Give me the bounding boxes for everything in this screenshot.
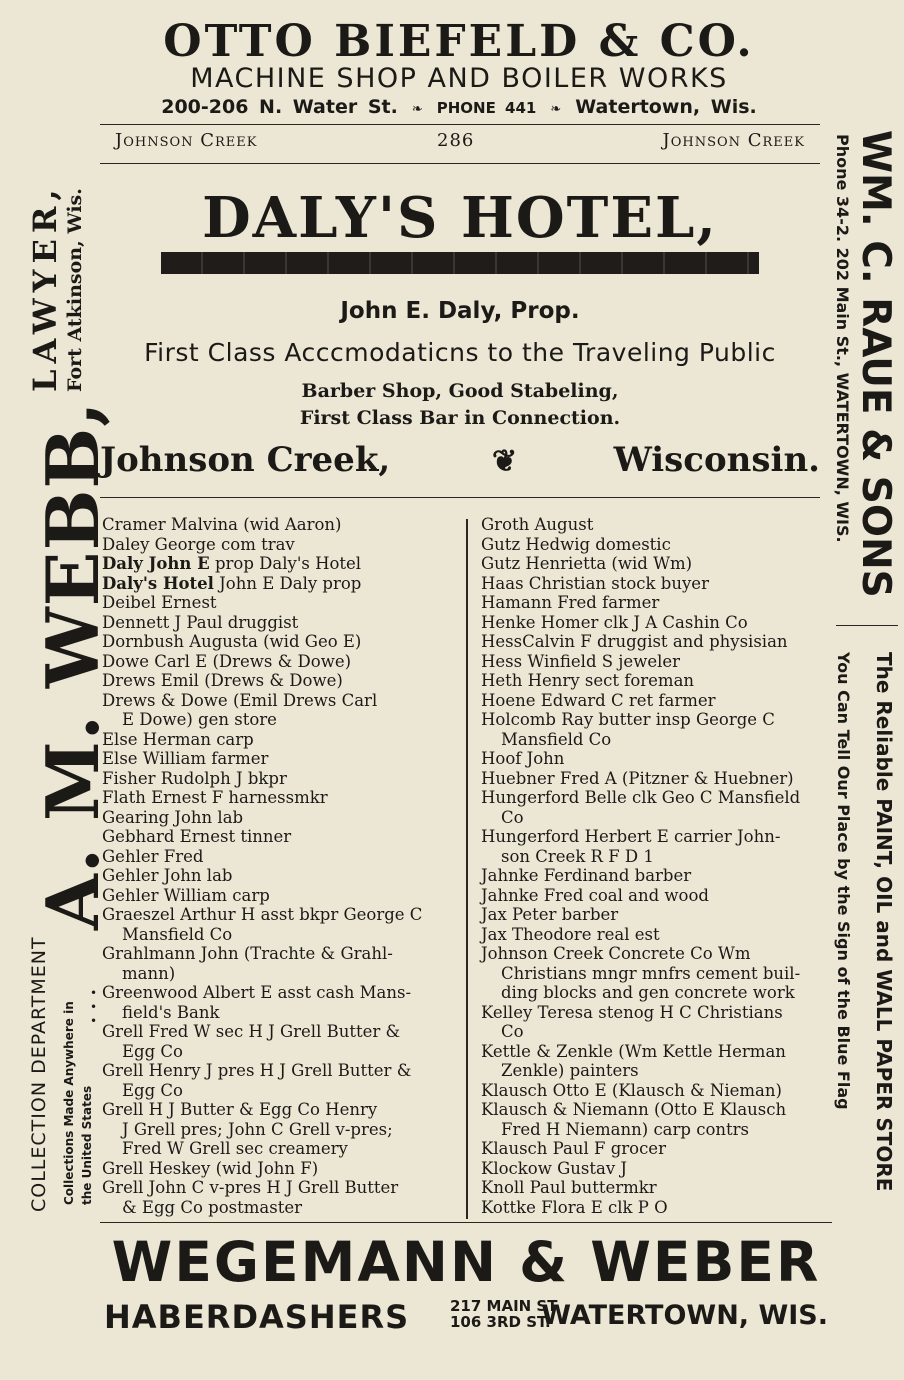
directory-entry: Grell H J Butter & Egg Co Henry xyxy=(102,1100,378,1119)
directory-entry: Egg Co xyxy=(122,1080,183,1100)
webb-department: COLLECTION DEPARTMENT xyxy=(28,936,50,1212)
directory-entry: Deibel Ernest xyxy=(102,593,217,612)
webb-name: A. M. WEBB, xyxy=(30,400,115,930)
hotel-proprietor: John E. Daly, Prop. xyxy=(340,298,580,324)
directory-entry: field's Bank xyxy=(122,1002,220,1022)
entry-name-bold: Daly John E xyxy=(102,554,210,573)
directory-entry: Haas Christian stock buyer xyxy=(481,573,709,593)
directory-entry: Dowe Carl E (Drews & Dowe) xyxy=(102,651,352,671)
top-advertisement xyxy=(92,14,826,123)
directory-entry: Gehler John lab xyxy=(102,866,233,885)
directory-entry: ding blocks and gen concrete work xyxy=(501,983,795,1002)
bottom-ad-address-1: 217 MAIN ST. xyxy=(450,1297,561,1315)
directory-entry: Grell Fred W sec H J Grell Butter & xyxy=(102,1022,401,1041)
directory-entry: Jahnke Ferdinand barber xyxy=(481,866,692,885)
hotel-line-1: First Class Acccmodaticns to the Traveling Public xyxy=(144,338,776,367)
directory-entry: Fisher Rudolph J bkpr xyxy=(102,768,287,788)
directory-entry: Mansfield Co xyxy=(122,924,233,944)
directory-entry: Klausch Otto E (Klausch & Nieman) xyxy=(481,1080,782,1100)
directory-entry: Gehler Fred xyxy=(102,846,204,866)
bottom-ad-name: WEGEMANN & WEBER xyxy=(111,1230,821,1294)
entry-detail: John E Daly prop xyxy=(213,573,362,593)
directory-entry: HessCalvin F druggist and physisian xyxy=(481,632,788,651)
directory-entry: Holcomb Ray butter insp George C xyxy=(481,710,775,729)
directory-entry: E Dowe) gen store xyxy=(122,710,277,729)
hotel-line-3: First Class Bar in Connection. xyxy=(299,407,621,429)
bullet-dots-icon: • • • xyxy=(90,986,98,1028)
webb-title: LAWYER, xyxy=(26,183,64,392)
leaf-ornament-icon: ❧ xyxy=(550,102,562,117)
directory-entry: Egg Co xyxy=(122,1041,183,1061)
directory-entry: Fred W Grell sec creamery xyxy=(122,1139,348,1158)
directory-entry: Hungerford Herbert E carrier John- xyxy=(481,827,781,846)
directory-entry: & Egg Co postmaster xyxy=(122,1197,302,1217)
directory-entry: Gearing John lab xyxy=(102,807,244,827)
directory-entry: Grahlmann John (Trachte & Grahl- xyxy=(102,944,393,963)
directory-entry: Grell Henry J pres H J Grell Butter & xyxy=(102,1061,412,1080)
fleuron-icon: ❦ xyxy=(492,444,518,479)
top-ad-company: OTTO BIEFELD & CO. xyxy=(163,16,755,67)
directory-entry: Gutz Henrietta (wid Wm) xyxy=(481,554,693,573)
directory-entry: Mansfield Co xyxy=(501,729,612,749)
page-number: 286 xyxy=(437,130,475,151)
directory-entry: Kottke Flora E clk P O xyxy=(481,1197,668,1217)
directory-entry: Christians mngr mnfrs cement buil- xyxy=(501,963,801,983)
hotel-town: Johnson Creek, xyxy=(100,440,391,480)
running-head xyxy=(115,130,805,156)
bottom-rule xyxy=(100,1222,832,1223)
directory-entry: Zenkle) painters xyxy=(501,1061,639,1080)
raue-slogan: The Reliable PAINT, OIL and WALL PAPER STORE xyxy=(872,652,896,1192)
hotel-line-2: Barber Shop, Good Stabeling, xyxy=(301,380,619,402)
directory-entry: Kelley Teresa stenog H C Christians xyxy=(481,1002,783,1022)
directory-entry: son Creek R F D 1 xyxy=(501,846,654,866)
directory-entry: Jax Peter barber xyxy=(481,905,619,924)
directory-entry: Kettle & Zenkle (Wm Kettle Herman xyxy=(481,1041,786,1061)
entry-detail: prop Daly's Hotel xyxy=(209,554,362,573)
directory-entry: Fred H Niemann) carp contrs xyxy=(501,1119,749,1139)
directory-entry: Else William farmer xyxy=(102,749,269,768)
entry-name-bold: Daly's Hotel xyxy=(102,573,214,593)
directory-entry: Hoene Edward C ret farmer xyxy=(481,690,716,710)
hotel-state: Wisconsin. xyxy=(613,440,820,480)
webb-note-1: Collections Made Anywhere in xyxy=(62,1001,76,1205)
column-divider xyxy=(466,519,468,1219)
directory-entry: Else Herman carp xyxy=(102,729,254,749)
directory-left-column xyxy=(102,515,460,1217)
directory-entry: Drews & Dowe (Emil Drews Carl xyxy=(102,690,378,710)
webb-note-2: the United States xyxy=(80,1085,94,1205)
top-ad-tagline: MACHINE SHOP AND BOILER WORKS xyxy=(190,63,728,94)
directory-entry: Klausch & Niemann (Otto E Klausch xyxy=(481,1100,787,1119)
directory-entry: Klockow Gustav J xyxy=(481,1158,628,1178)
directory-entry: Grell Heskey (wid John F) xyxy=(102,1158,319,1178)
directory-entry: Hess Winfield S jeweler xyxy=(481,651,681,671)
directory-entry: Hungerford Belle clk Geo C Mansfield xyxy=(481,788,801,807)
directory-entry: Gebhard Ernest tinner xyxy=(102,827,292,846)
directory-entry: Jax Theodore real est xyxy=(481,924,660,944)
bottom-advertisement xyxy=(100,1228,832,1340)
directory-entry: Greenwood Albert E asst cash Mans- xyxy=(102,983,412,1002)
top-ad-phone: PHONE 441 xyxy=(436,99,537,117)
top-ad-address: 200-206 N. Water St. xyxy=(161,96,398,118)
hotel-bottom-rule xyxy=(100,497,820,498)
directory-entry: Daley George com trav xyxy=(102,534,295,554)
right-margin-rule xyxy=(836,625,898,626)
top-rule xyxy=(100,124,820,125)
hotel-location xyxy=(100,440,820,484)
directory-entry: Groth August xyxy=(481,515,594,534)
directory-entry: Huebner Fred A (Pitzner & Huebner) xyxy=(481,768,794,788)
bottom-ad-city: WATERTOWN, WIS. xyxy=(541,1300,828,1331)
directory-right-column xyxy=(481,515,833,1217)
directory-entry: Henke Homer clk J A Cashin Co xyxy=(481,612,748,632)
directory-entry: Johnson Creek Concrete Co Wm xyxy=(481,944,751,963)
webb-city: Fort Atkinson, Wis. xyxy=(64,188,86,392)
directory-entry: Grell John C v-pres H J Grell Butter xyxy=(102,1178,399,1197)
hotel-advertisement xyxy=(100,186,820,484)
directory-entry: Dennett J Paul druggist xyxy=(102,612,299,632)
hotel-name-bar xyxy=(161,252,759,274)
directory-entry: Drews Emil (Drews & Dowe) xyxy=(102,671,343,690)
directory-entry: Klausch Paul F grocer xyxy=(481,1139,666,1158)
bottom-ad-address-2: 106 3RD ST. xyxy=(450,1313,551,1331)
directory-entry: Co xyxy=(501,1022,524,1041)
directory-entry: Heth Henry sect foreman xyxy=(481,671,695,690)
directory-entry: Hamann Fred farmer xyxy=(481,593,660,612)
directory-entry: Hoof John xyxy=(481,749,565,768)
bottom-ad-trade: HABERDASHERS xyxy=(104,1298,410,1336)
directory-entry: Gehler William carp xyxy=(102,885,270,905)
bottom-ad-details xyxy=(100,1296,832,1340)
raue-sign-line: You Can Tell Our Place by the Sign of the Blue Flag xyxy=(834,652,853,1110)
hotel-name: DALY'S HOTEL, xyxy=(202,185,718,251)
directory-entry: Knoll Paul buttermkr xyxy=(481,1178,657,1197)
directory-entry: Gutz Hedwig domestic xyxy=(481,534,671,554)
running-head-right: Johnson Creek xyxy=(662,130,805,151)
running-head-rule xyxy=(100,163,820,164)
raue-address: Phone 34-2. 202 Main St., WATERTOWN, WIS. xyxy=(833,134,852,543)
top-ad-city: Watertown, Wis. xyxy=(575,96,757,118)
directory-entry: Flath Ernest F harnessmkr xyxy=(102,788,328,807)
running-head-left: Johnson Creek xyxy=(115,130,258,151)
top-ad-contact xyxy=(92,94,826,123)
directory-entry: Dornbush Augusta (wid Geo E) xyxy=(102,632,362,651)
directory-entry: Jahnke Fred coal and wood xyxy=(481,885,709,905)
directory-entry xyxy=(102,574,460,594)
directory-entry: Cramer Malvina (wid Aaron) xyxy=(102,515,342,534)
directory-entry xyxy=(102,554,460,574)
directory-entry: Co xyxy=(501,807,524,827)
leaf-ornament-icon: ❧ xyxy=(411,102,423,117)
raue-name: WM. C. RAUE & SONS xyxy=(853,130,898,598)
directory-entry: mann) xyxy=(122,963,176,983)
directory-entry: J Grell pres; John C Grell v-pres; xyxy=(122,1119,393,1139)
directory-entry: Graeszel Arthur H asst bkpr George C xyxy=(102,905,423,924)
